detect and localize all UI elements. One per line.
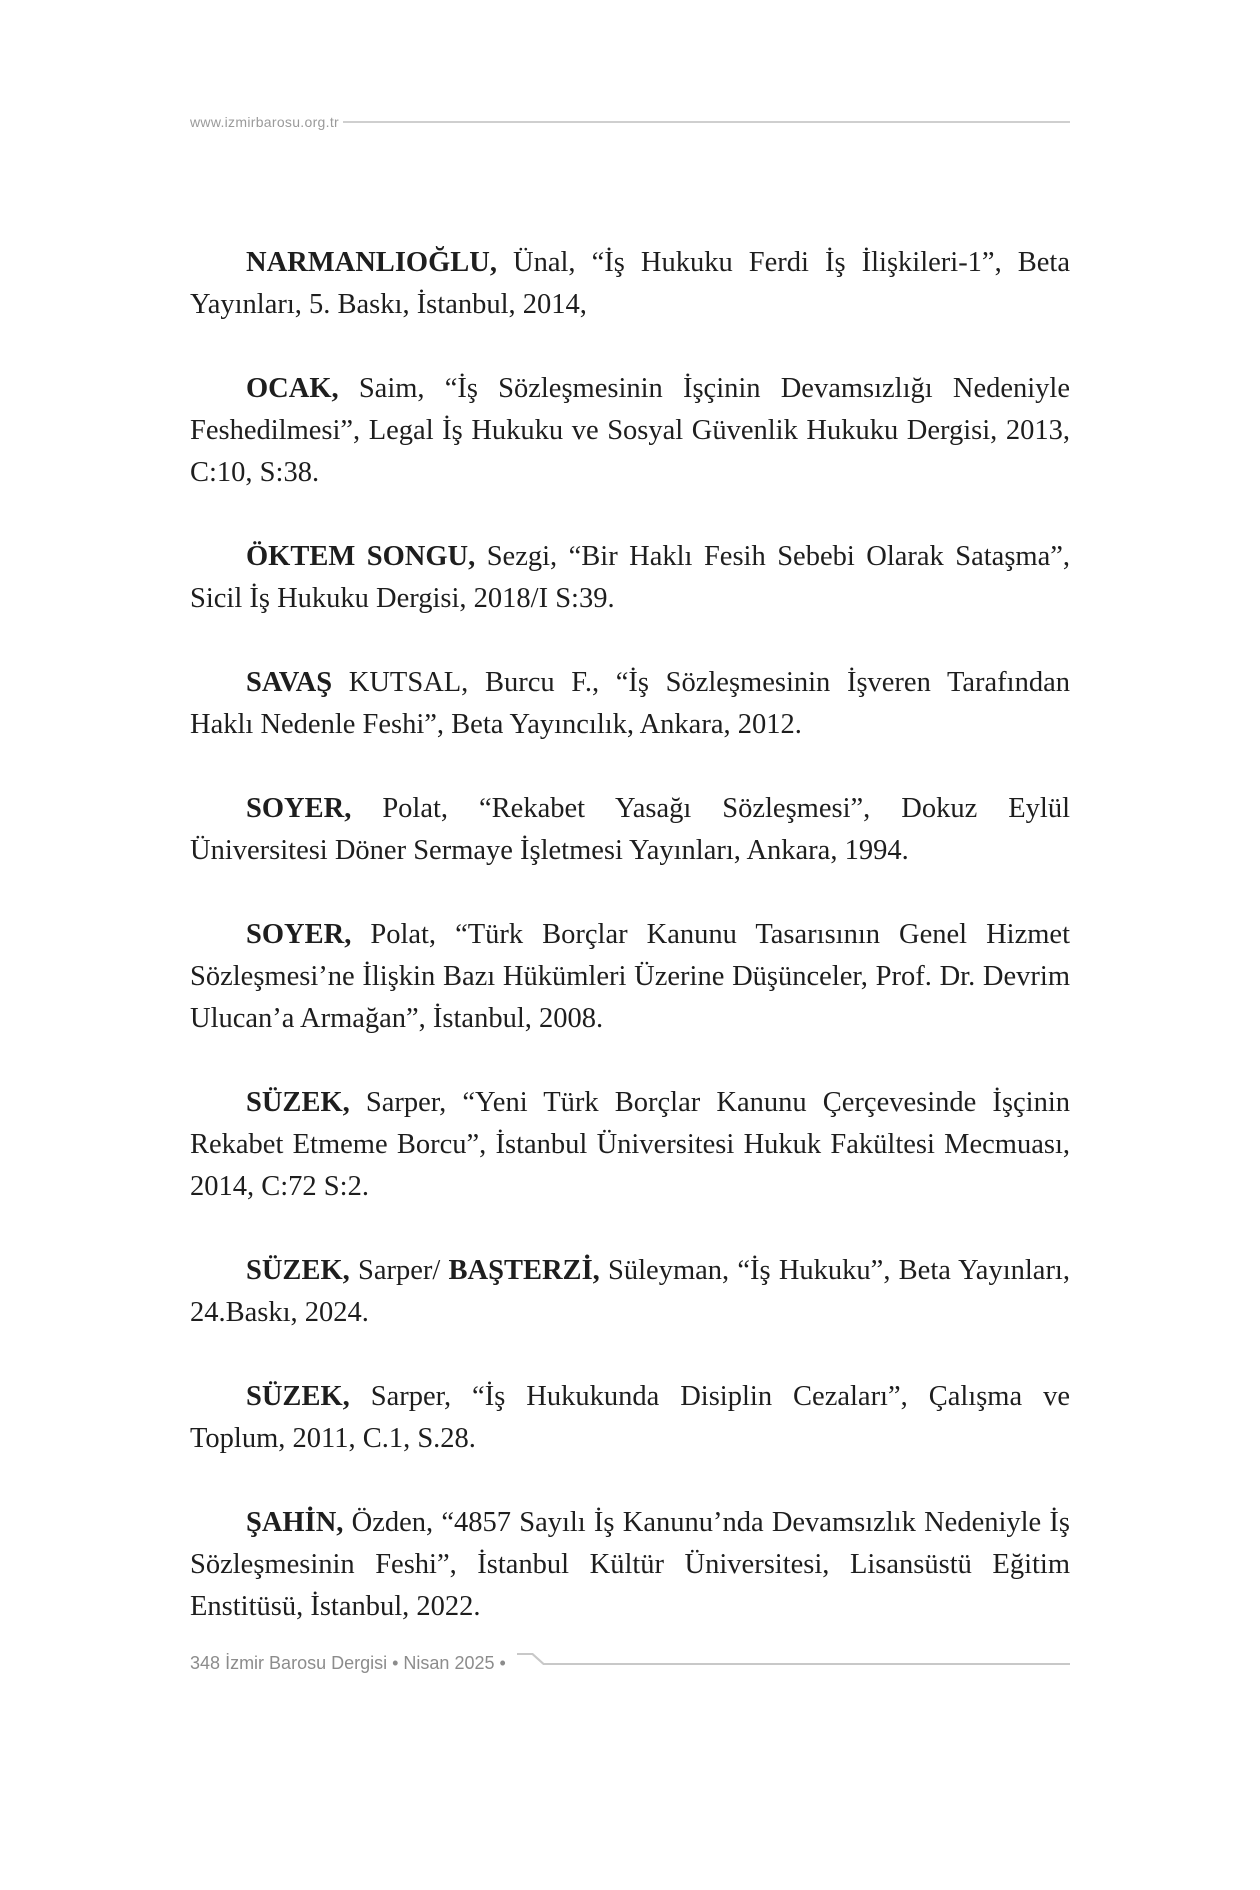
reference-author: SOYER, [246, 919, 352, 950]
reference-author: SAVAŞ [246, 667, 333, 698]
page-footer [190, 1651, 1070, 1675]
reference-text-continued: Süleyman, “İş Hukuku”, Beta Yayınları, 24.Baskı, 2024. [190, 1255, 1070, 1328]
reference-text: Sezgi, “Bir Haklı Fesih Sebebi Olarak Sataşma”, Sicil İş Hukuku Dergisi, 2018/I S:39. [190, 541, 1071, 614]
reference-author: ŞAHİN, [246, 1507, 344, 1538]
reference-entry [190, 662, 1070, 746]
reference-text: Polat, “Türk Borçlar Kanunu Tasarısının Genel Hizmet Sözleşmesi’ne İlişkin Bazı Hükümleri Üzerine Düşünceler, Prof. Dr. Devrim Ulucan’a Armağan”, İstanbul, 2008. [190, 919, 1070, 1034]
reference-author: SÜZEK, [246, 1255, 350, 1286]
reference-entry [190, 1502, 1070, 1628]
reference-text: Sarper, “İş Hukukunda Disiplin Cezaları”, Çalışma ve Toplum, 2011, C.1, S.28. [190, 1381, 1070, 1454]
website-url: www.izmirbarosu.org.tr [190, 114, 339, 130]
footer-rule-line [517, 1651, 1070, 1675]
bibliography-list [190, 242, 1070, 1670]
reference-author: SOYER, [246, 793, 352, 824]
reference-entry [190, 1376, 1070, 1460]
reference-author: ÖKTEM SONGU, [246, 541, 476, 572]
reference-entry [190, 914, 1070, 1040]
reference-text: Sarper, “Yeni Türk Borçlar Kanunu Çerçevesinde İşçinin Rekabet Etmeme Borcu”, İstanbul Üniversitesi Hukuk Fakültesi Mecmuası, 2014, C:72 S:2. [190, 1087, 1070, 1202]
footer-text [190, 1653, 511, 1674]
issue-date: Nisan 2025 [403, 1652, 495, 1673]
reference-text: Sarper/ [349, 1255, 449, 1286]
reference-entry [190, 242, 1070, 326]
page-header [190, 112, 1070, 132]
footer-bullet: • [392, 1652, 399, 1673]
footer-bullet: • [499, 1652, 506, 1673]
reference-author: SÜZEK, [246, 1381, 350, 1412]
journal-name: İzmir Barosu Dergisi [225, 1652, 388, 1673]
header-rule [343, 121, 1070, 123]
reference-author: SÜZEK, [246, 1087, 350, 1118]
reference-entry [190, 536, 1070, 620]
reference-entry [190, 1250, 1070, 1334]
reference-coauthor: BAŞTERZİ, [448, 1255, 600, 1286]
reference-text: Özden, “4857 Sayılı İş Kanunu’nda Devamsızlık Nedeniyle İş Sözleşmesinin Feshi”, İstanbul Kültür Üniversitesi, Lisansüstü Eğitim Enstitüsü, İstanbul, 2022. [190, 1507, 1070, 1622]
reference-entry [190, 1082, 1070, 1208]
page-number: 348 [190, 1652, 221, 1673]
reference-text: Saim, “İş Sözleşmesinin İşçinin Devamsızlığı Nedeniyle Feshedilmesi”, Legal İş Hukuku ve Sosyal Güvenlik Hukuku Dergisi, 2013, C:10, S:38. [190, 373, 1070, 488]
reference-entry [190, 788, 1070, 872]
reference-author: OCAK, [246, 373, 339, 404]
reference-entry [190, 368, 1070, 494]
reference-text: Polat, “Rekabet Yasağı Sözleşmesi”, Dokuz Eylül Üniversitesi Döner Sermaye İşletmesi Yayınları, Ankara, 1994. [190, 793, 1070, 866]
reference-author: NARMANLIOĞLU, [246, 247, 497, 278]
reference-text: Ünal, “İş Hukuku Ferdi İş İlişkileri-1”, Beta Yayınları, 5. Baskı, İstanbul, 2014, [190, 247, 1070, 320]
reference-text: KUTSAL, Burcu F., “İş Sözleşmesinin İşveren Tarafından Haklı Nedenle Feshi”, Beta Yayıncılık, Ankara, 2012. [190, 667, 1070, 740]
footer-rule [517, 1651, 1070, 1675]
